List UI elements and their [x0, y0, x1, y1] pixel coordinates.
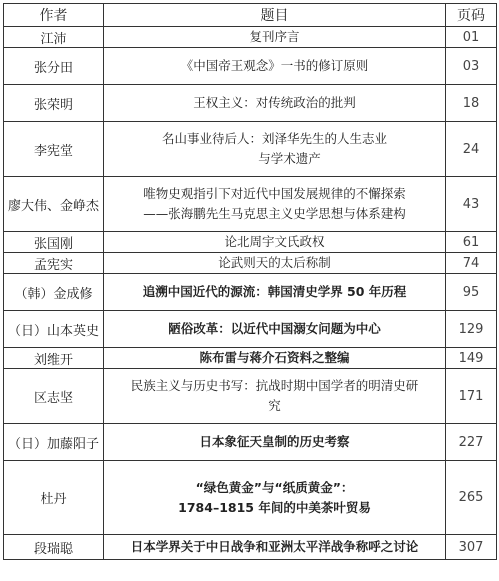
- toc-title: [104, 85, 446, 122]
- toc-row: [4, 424, 497, 461]
- toc-author: （韩）金成修: [4, 274, 104, 311]
- toc-title: [104, 232, 446, 253]
- toc-author: 孟宪实: [4, 253, 104, 274]
- toc-title: [104, 177, 446, 232]
- toc-row: [4, 27, 497, 48]
- toc-page-number: 307: [446, 535, 497, 560]
- toc-page-number: 61: [446, 232, 497, 253]
- toc-page-number: 03: [446, 48, 497, 85]
- toc-page-number: 129: [446, 311, 497, 348]
- toc-title-line: 陋俗改革：以近代中国溺女问题为中心: [168, 321, 381, 336]
- toc-row: [4, 535, 497, 560]
- toc-row: [4, 348, 497, 369]
- toc-title: [104, 48, 446, 85]
- toc-title-line: 复刊序言: [249, 29, 300, 44]
- toc-title-line: ——张海鹏先生马克思主义史学思想与体系建构: [143, 206, 406, 221]
- toc-page-number: 74: [446, 253, 497, 274]
- toc-title-line: 王权主义：对传统政治的批判: [193, 95, 356, 110]
- toc-author: （日）加藤阳子: [4, 424, 104, 461]
- toc-title-line: 与学术遗产: [258, 151, 321, 166]
- toc-author: 江沛: [4, 27, 104, 48]
- toc-title: [104, 461, 446, 535]
- toc-title-line: 《中国帝王观念》一书的修订原则: [180, 58, 369, 73]
- toc-title: [104, 274, 446, 311]
- toc-author: 张荣明: [4, 85, 104, 122]
- toc-title: [104, 253, 446, 274]
- toc-row: [4, 253, 497, 274]
- toc-row: [4, 232, 497, 253]
- toc-row: [4, 461, 497, 535]
- header-title: 题目: [104, 4, 446, 27]
- toc-row: [4, 177, 497, 232]
- toc-page-number: 171: [446, 369, 497, 424]
- toc-author: 张分田: [4, 48, 104, 85]
- toc-row: [4, 369, 497, 424]
- toc-title-line: 名山事业待后人：刘泽华先生的人生志业: [161, 131, 387, 146]
- toc-title-line: 民族主义与历史书写：抗战时期中国学者的明清史研: [130, 378, 419, 393]
- toc-title: [104, 27, 446, 48]
- toc-title: [104, 348, 446, 369]
- toc-title: [104, 424, 446, 461]
- toc-page-number: 149: [446, 348, 497, 369]
- toc-title-line: “绿色黄金”与“纸质黄金”：: [195, 479, 354, 495]
- toc-page-number: 227: [446, 424, 497, 461]
- toc-title: [104, 535, 446, 560]
- table-of-contents: [3, 3, 497, 560]
- toc-title-line: 论北周宇文氏政权: [224, 234, 325, 249]
- toc-row: [4, 311, 497, 348]
- toc-body: [4, 27, 497, 560]
- toc-row: [4, 274, 497, 311]
- toc-author: 张国刚: [4, 232, 104, 253]
- toc-title-line: 唯物史观指引下对近代中国发展规律的不懈探索: [143, 186, 406, 201]
- toc-title-line: 论武则天的太后称制: [218, 255, 331, 270]
- toc-page-number: 265: [446, 461, 497, 535]
- toc-author: （日）山本英史: [4, 311, 104, 348]
- toc-page-number: 18: [446, 85, 497, 122]
- toc-row: [4, 85, 497, 122]
- toc-author: 刘维开: [4, 348, 104, 369]
- toc-title: [104, 122, 446, 177]
- toc-author: 李宪堂: [4, 122, 104, 177]
- toc-title: [104, 369, 446, 424]
- toc-title-line: 究: [268, 398, 281, 413]
- toc-title-line: 日本学界关于中日战争和亚洲太平洋战争称呼之讨论: [130, 539, 419, 554]
- toc-author: 廖大伟、金峥杰: [4, 177, 104, 232]
- toc-page-number: 43: [446, 177, 497, 232]
- toc-title-line: 1784–1815 年间的中美茶叶贸易: [178, 499, 371, 515]
- toc-author: 杜丹: [4, 461, 104, 535]
- toc-page-number: 24: [446, 122, 497, 177]
- toc-author: 区志坚: [4, 369, 104, 424]
- header-author: 作者: [4, 4, 104, 27]
- toc-row: [4, 122, 497, 177]
- toc-title-line: 追溯中国近代的源流：韩国清史学界 50 年历程: [142, 284, 407, 299]
- toc-page-number: 95: [446, 274, 497, 311]
- toc-title: [104, 311, 446, 348]
- toc-author: 段瑞聪: [4, 535, 104, 560]
- header-page: 页码: [446, 4, 497, 27]
- toc-row: [4, 48, 497, 85]
- toc-title-line: 陈布雷与蒋介石资料之整编: [199, 350, 350, 365]
- toc-title-line: 日本象征天皇制的历史考察: [199, 434, 350, 449]
- header-row: [4, 4, 497, 27]
- toc-page-number: 01: [446, 27, 497, 48]
